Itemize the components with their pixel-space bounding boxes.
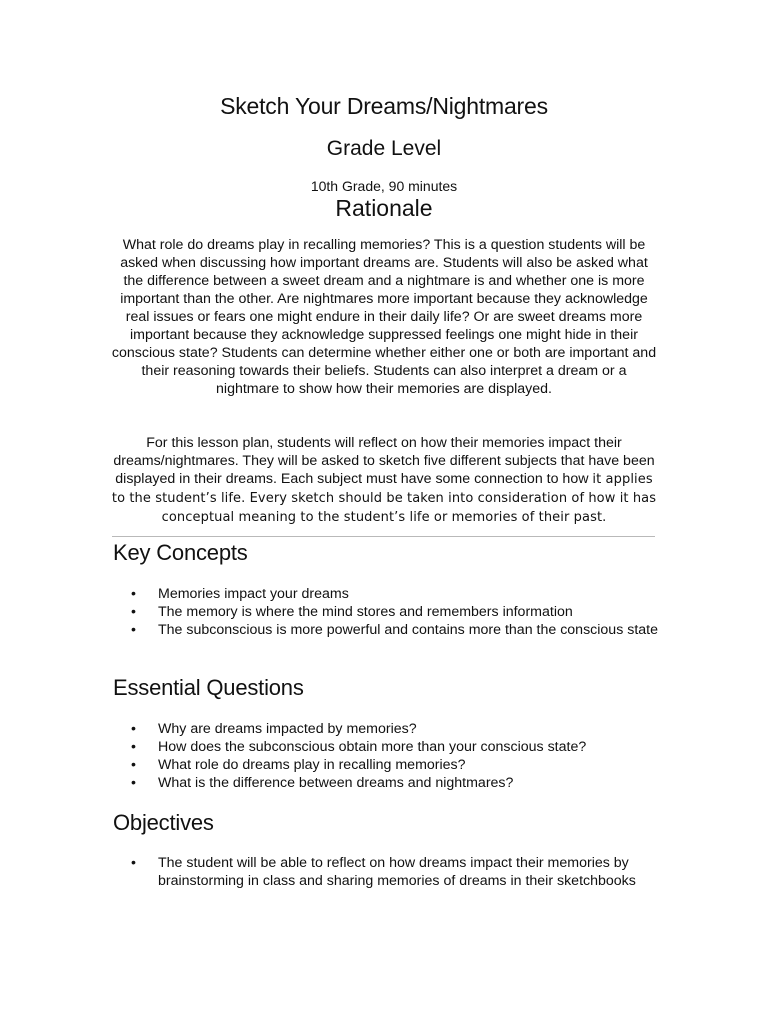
list-item-text: Memories impact your dreams (158, 586, 349, 602)
grade-level-heading: Grade Level (326, 137, 442, 160)
list-item (131, 756, 661, 774)
bullet-icon: • (131, 721, 136, 737)
essential-questions-heading: Essential Questions (113, 675, 304, 700)
key-concepts-heading: Key Concepts (113, 540, 248, 565)
bullet-icon: • (131, 622, 136, 638)
list-item (131, 585, 661, 603)
bullet-icon: • (131, 757, 136, 773)
list-item-text: Why are dreams impacted by memories? (158, 721, 417, 737)
rationale-paragraph-2-text-b: it applies to the student’s life. Every sketch should be taken into consideration of how it has conceptual meaning to the student’s life or memories of their past. (111, 472, 657, 525)
list-item (131, 720, 661, 738)
list-item-text: What is the difference between dreams and nightmares? (158, 775, 514, 791)
key-concepts-list (131, 585, 661, 639)
bullet-icon: • (131, 586, 136, 602)
list-item-text: The student will be able to reflect on how dreams impact their memories by brainstorming in class and sharing memories of dreams in their sketchbooks (158, 855, 636, 889)
list-item-text: The subconscious is more powerful and contains more than the conscious state (158, 622, 658, 638)
rationale-paragraph-2-text-a: For this lesson plan, students will reflect on how their memories impact their dreams/nightmares. They will be asked to sketch five different subjects that have been displayed in their dreams. Each subject must have some connection to how (113, 435, 655, 487)
bullet-icon: • (131, 604, 136, 620)
bullet-icon: • (131, 775, 136, 791)
rationale-heading: Rationale (335, 195, 433, 221)
rationale-paragraph-1 (110, 236, 658, 398)
essential-questions-list (131, 720, 661, 792)
list-item (131, 774, 661, 792)
objectives-list (131, 854, 661, 890)
list-item (131, 621, 661, 639)
list-item (131, 854, 661, 890)
section-divider (112, 536, 655, 537)
list-item-text: How does the subconscious obtain more than your conscious state? (158, 739, 587, 755)
document-title: Sketch Your Dreams/Nightmares (220, 93, 548, 119)
rationale-paragraph-1-text: What role do dreams play in recalling memories? This is a question students will be asked when discussing how important dreams are. Students will also be asked what the difference between a sweet dream and a nightmare is and whether one is more important than the other. Are nightmares more important because they acknowledge real issues or fears one might endure in their daily life? Or are sweet dreams more important because they acknowledge suppressed feelings one might hide in their conscious state? Students can determine whether either one or both are important and their reasoning towards their beliefs. Students can also interpret a dream or a nightmare to show how their memories are displayed. (111, 237, 657, 397)
bullet-icon: • (131, 855, 136, 871)
list-item (131, 603, 661, 621)
bullet-icon: • (131, 739, 136, 755)
list-item (131, 738, 661, 756)
list-item-text: What role do dreams play in recalling memories? (158, 757, 466, 773)
grade-level-text: 10th Grade, 90 minutes (310, 178, 458, 194)
objectives-heading: Objectives (113, 810, 214, 835)
list-item-text: The memory is where the mind stores and remembers information (158, 604, 573, 620)
rationale-paragraph-2 (110, 434, 658, 527)
